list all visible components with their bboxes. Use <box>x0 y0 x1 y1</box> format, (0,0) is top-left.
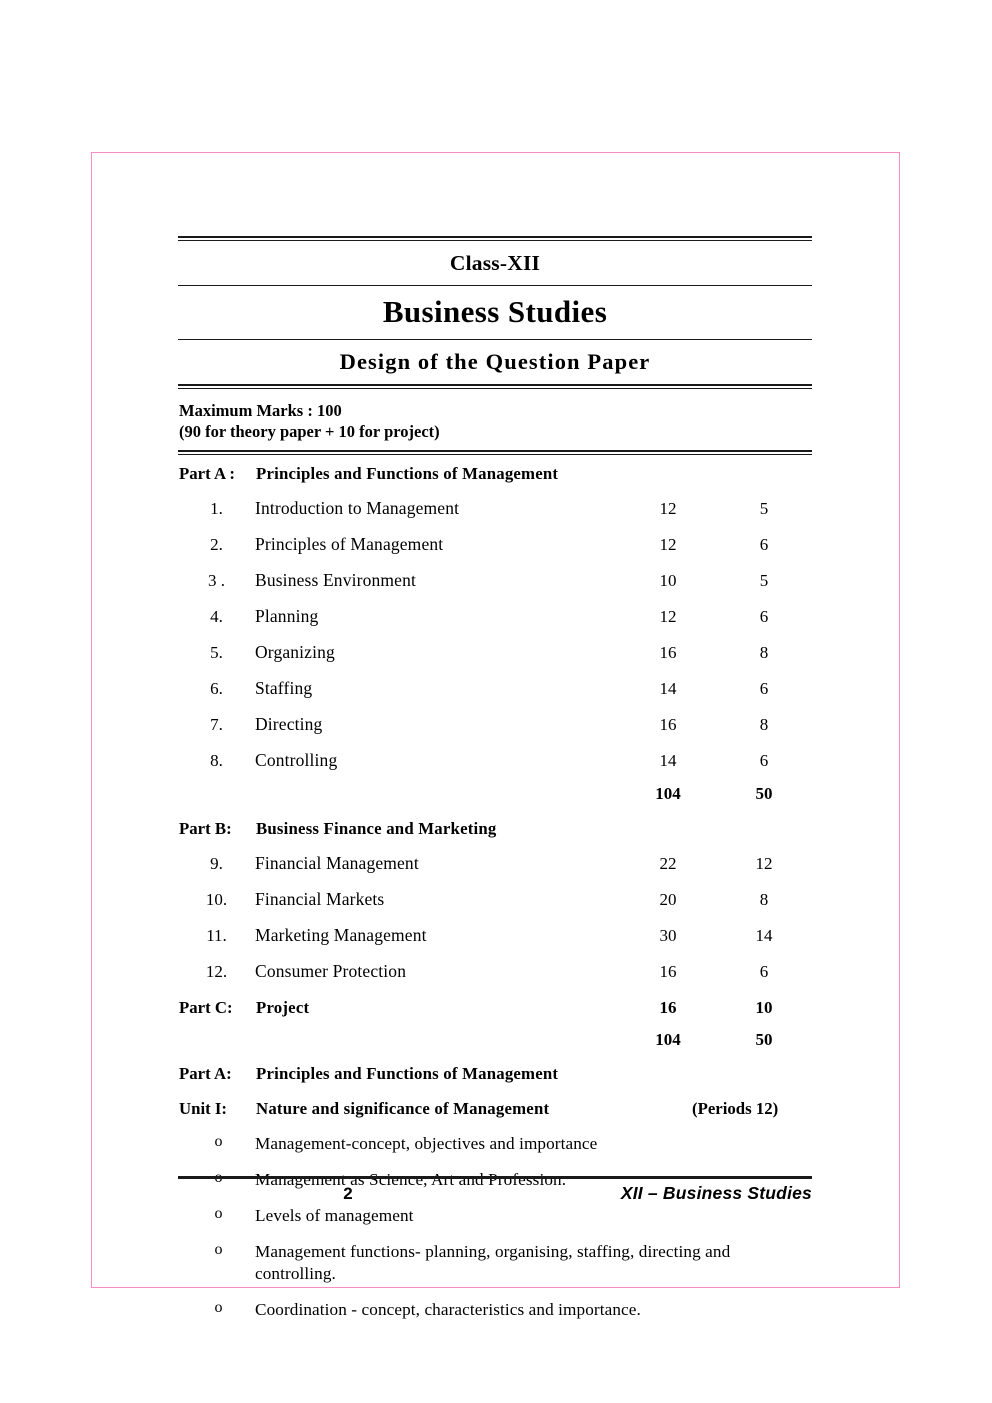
row-number: 5. <box>210 642 223 662</box>
part-b-title: Business Finance and Marketing <box>256 819 497 838</box>
row-periods: 14 <box>659 678 677 698</box>
row-marks: 8 <box>759 714 769 734</box>
row-number: 10. <box>205 889 228 909</box>
bullet-marker-icon: o <box>214 1205 223 1222</box>
page-number: 2 <box>343 1184 353 1203</box>
row-topic: Introduction to Management <box>255 497 460 518</box>
page-footer <box>178 1183 812 1204</box>
row-periods: 16 <box>659 961 677 981</box>
row-marks: 14 <box>755 925 773 945</box>
table-row <box>178 953 812 989</box>
row-periods: 20 <box>659 889 677 909</box>
list-item-text: Management functions- planning, organising, staffing, directing and controlling. <box>255 1242 731 1283</box>
table-row <box>178 490 812 526</box>
part-b-header-row <box>178 810 812 845</box>
part-a-total-periods: 104 <box>655 784 681 803</box>
table-row <box>178 845 812 881</box>
bullet-marker-icon: o <box>214 1299 223 1316</box>
row-number: 9. <box>210 853 223 873</box>
maximum-marks-line: Maximum Marks : 100 <box>179 401 342 420</box>
row-number: 11. <box>206 925 227 945</box>
table-row <box>178 526 812 562</box>
bullet-marker-icon: o <box>214 1169 223 1186</box>
row-periods: 30 <box>659 925 677 945</box>
row-topic: Business Environment <box>255 569 416 590</box>
list-item-text: Management-concept, objectives and importance <box>255 1134 598 1153</box>
footer-rule <box>178 1176 812 1179</box>
part-c-row <box>178 989 812 1024</box>
row-topic: Staffing <box>255 677 313 698</box>
part-a-title: Principles and Functions of Management <box>256 464 559 483</box>
row-marks: 5 <box>759 570 769 590</box>
row-topic: Planning <box>255 605 319 626</box>
row-number: 6. <box>210 678 223 698</box>
unit-1-row <box>178 1091 812 1126</box>
document-content <box>178 236 812 1328</box>
table-row <box>178 742 812 778</box>
part-a-total-row <box>178 778 812 810</box>
bullet-marker-icon: o <box>214 1241 223 1258</box>
table-row <box>178 881 812 917</box>
row-periods: 22 <box>659 853 677 873</box>
row-topic: Financial Management <box>255 852 419 873</box>
table-row <box>178 670 812 706</box>
table-row <box>178 562 812 598</box>
row-marks: 6 <box>759 534 769 554</box>
row-topic: Directing <box>255 713 323 734</box>
row-periods: 16 <box>659 642 677 662</box>
row-number: 7. <box>210 714 223 734</box>
syllabus-part-a-row <box>178 1056 812 1091</box>
part-c-label: Part C: <box>179 998 233 1017</box>
unit-1-title: Nature and significance of Management <box>256 1099 550 1118</box>
row-marks: 6 <box>759 750 769 770</box>
row-marks: 6 <box>759 961 769 981</box>
part-b-label: Part B: <box>179 819 232 838</box>
row-topic: Financial Markets <box>255 888 385 909</box>
class-line: Class-XII <box>449 251 541 275</box>
grand-total-marks: 50 <box>755 1030 773 1049</box>
page-title: Business Studies <box>382 294 608 329</box>
syllabus-part-a-title: Principles and Functions of Management <box>256 1064 559 1083</box>
syllabus-part-a-label: Part A: <box>179 1064 232 1083</box>
part-c-marks: 10 <box>755 998 773 1017</box>
table-row <box>178 598 812 634</box>
part-a-label: Part A : <box>179 464 235 483</box>
row-number: 3 . <box>208 570 225 590</box>
maximum-marks-block <box>178 389 812 450</box>
list-item <box>178 1234 812 1292</box>
row-marks: 8 <box>759 642 769 662</box>
row-periods: 12 <box>659 498 677 518</box>
row-number: 8. <box>210 750 223 770</box>
row-periods: 14 <box>659 750 677 770</box>
part-c-title: Project <box>256 998 310 1017</box>
row-topic: Controlling <box>255 749 338 770</box>
table-row <box>178 634 812 670</box>
grand-total-periods: 104 <box>655 1030 681 1049</box>
row-marks: 5 <box>759 498 769 518</box>
grand-total-row <box>178 1024 812 1056</box>
row-marks: 8 <box>759 889 769 909</box>
list-item-text: Coordination - concept, characteristics and importance. <box>255 1300 641 1319</box>
list-item <box>178 1292 812 1328</box>
table-row <box>178 917 812 953</box>
list-item-text: Management as Science, Art and Profession. <box>255 1170 567 1189</box>
list-item <box>178 1126 812 1162</box>
row-topic: Principles of Management <box>255 533 444 554</box>
row-periods: 10 <box>659 570 677 590</box>
row-periods: 16 <box>659 714 677 734</box>
row-topic: Organizing <box>255 641 335 662</box>
unit-1-periods: (Periods 12) <box>692 1099 779 1118</box>
table-row <box>178 706 812 742</box>
footer-title: XII – Business Studies <box>620 1183 812 1203</box>
row-topic: Consumer Protection <box>255 960 407 981</box>
bullet-marker-icon: o <box>214 1133 223 1150</box>
row-periods: 12 <box>659 606 677 626</box>
row-topic: Marketing Management <box>255 924 427 945</box>
row-marks: 12 <box>755 853 773 873</box>
row-number: 2. <box>210 534 223 554</box>
design-table <box>178 455 812 1056</box>
marks-breakdown-line: (90 for theory paper + 10 for project) <box>179 422 440 441</box>
part-c-periods: 16 <box>659 998 677 1017</box>
list-item-text: Levels of management <box>255 1206 414 1225</box>
row-periods: 12 <box>659 534 677 554</box>
part-a-header-row <box>178 455 812 490</box>
row-number: 12. <box>205 961 228 981</box>
row-marks: 6 <box>759 606 769 626</box>
row-marks: 6 <box>759 678 769 698</box>
part-a-total-marks: 50 <box>755 784 773 803</box>
row-number: 1. <box>210 498 223 518</box>
unit-1-label: Unit I: <box>179 1099 228 1118</box>
page-subtitle: Design of the Question Paper <box>339 349 651 374</box>
row-number: 4. <box>210 606 223 626</box>
